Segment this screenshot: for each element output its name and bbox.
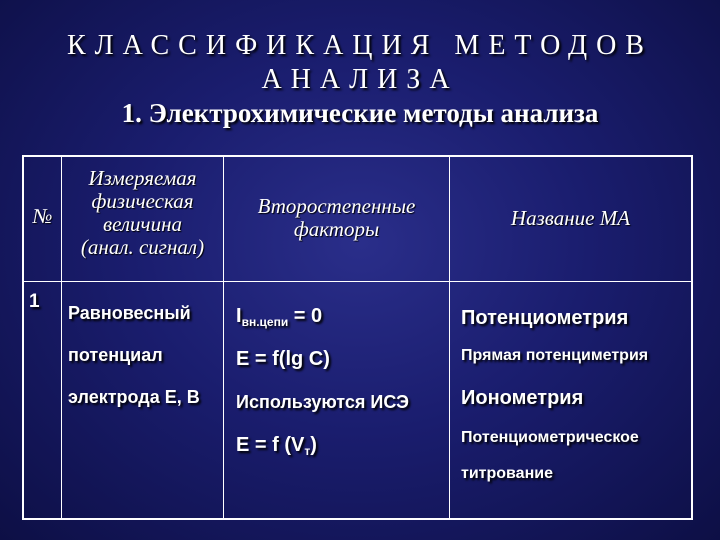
title-subtitle: 1. Электрохимические методы анализа xyxy=(121,98,599,128)
current-condition: $I_{вн.цепи} = 0$ xyxy=(236,305,323,329)
title-line-1: КЛАССИФИКАЦИЯ МЕТОДОВ xyxy=(67,30,653,61)
measured-line-3: электрода Е, В xyxy=(68,387,200,407)
header-divider xyxy=(24,281,691,282)
method-potentiometric-titration-line-2: титрование xyxy=(461,465,553,482)
header-measured-quantity: Измеряемая физическая величина (анал. сигнал) xyxy=(80,166,205,259)
classification-table xyxy=(22,155,693,520)
method-ionometry: Ионометрия xyxy=(461,387,584,409)
measured-line-1: Равновесный xyxy=(68,303,191,323)
formula-lg-c: E = f(lg C) xyxy=(236,348,330,370)
method-direct-potentiometry: Прямая потенциметрия xyxy=(461,347,649,364)
measured-line-2: потенциал xyxy=(68,345,163,365)
header-method-name: Название МА xyxy=(510,206,631,230)
title-line-2: АНАЛИЗА xyxy=(261,64,459,95)
formula-volume: E = f $(V_т)$ xyxy=(236,434,317,458)
method-potentiometry: Потенциометрия xyxy=(461,307,629,329)
method-potentiometric-titration-line-1: Потенциометрическое xyxy=(461,429,639,446)
row-number: 1 xyxy=(29,291,40,312)
uses-ise: Используются ИСЭ xyxy=(236,392,409,412)
header-number: № xyxy=(32,204,53,228)
header-secondary-factors: Второстепенные факторы xyxy=(257,194,416,241)
